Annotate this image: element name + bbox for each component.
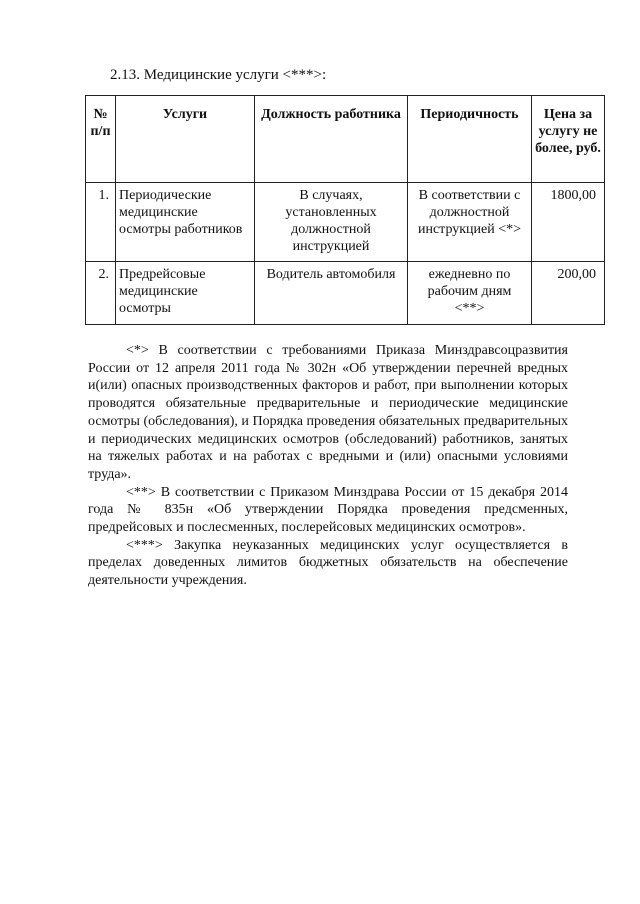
footnote-3: <***> Закупка неуказанных медицинских услуг осуществляется в пределах доведенных лимитов бюджетных обязательств на обеспечение деятельности учреждения.	[88, 537, 568, 589]
header-position: Должность работника	[255, 96, 408, 183]
footnote-1: <*> В соответствии с требованиями Приказа Минздравсоцразвития России от 12 апреля 2011 года № 302н «Об утверждении перечней вредных и(или) опасных производственных факторов и работ, при выполнении которых проводятся обязательные предварительные и периодические медицинские осмотры (обследования), и Порядка проведения обязательных предварительных и периодических медицинских осмотров (обследований) работников, занятых на тяжелых работах и на работах с вредными и (или) опасными условиями труда».	[88, 343, 568, 482]
table-row	[86, 183, 605, 262]
row-service: Периодические медицинские осмотры работников	[116, 183, 255, 262]
header-price: Цена за услугу не более, руб.	[532, 96, 605, 183]
table-row	[86, 262, 605, 325]
row-service: Предрейсовые медицинские осмотры	[116, 262, 255, 325]
header-service: Услуги	[116, 96, 255, 183]
row-num: 2.	[86, 262, 116, 325]
row-position: Водитель автомобиля	[255, 262, 408, 325]
services-table	[85, 95, 605, 325]
row-position: В случаях, установленных должностной инструкцией	[255, 183, 408, 262]
table-header-row	[86, 96, 605, 183]
section-heading: 2.13. Медицинские услуги <***>:	[110, 67, 327, 83]
row-frequency: В соответствии с должностной инструкцией <*>	[408, 183, 532, 262]
footnote-2: <**> В соответствии с Приказом Минздрава России от 15 декабря 2014 года № 835н «Об утверждении Порядка проведения предсменных, предрейсовых и послесменных, послерейсовых медицинских осмотров».	[88, 484, 568, 536]
header-num: № п/п	[86, 96, 116, 183]
row-num: 1.	[86, 183, 116, 262]
row-frequency: ежедневно по рабочим дням <**>	[408, 262, 532, 325]
row-price: 1800,00	[532, 183, 605, 262]
row-price: 200,00	[532, 262, 605, 325]
header-frequency: Периодичность	[408, 96, 532, 183]
footnotes	[88, 342, 568, 590]
